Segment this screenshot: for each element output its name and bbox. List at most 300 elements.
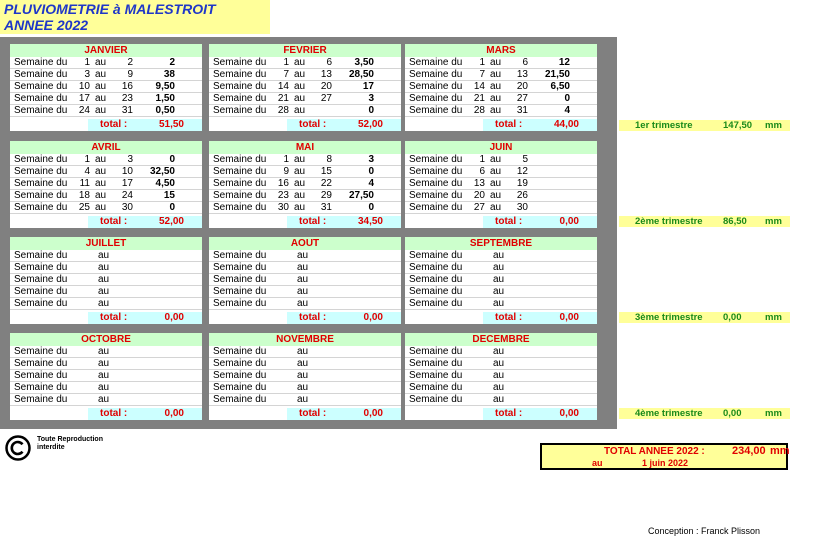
week-au-label: au bbox=[294, 69, 306, 80]
month-total-row bbox=[10, 312, 202, 324]
week-row bbox=[209, 382, 401, 394]
week-au-label: au bbox=[98, 346, 110, 357]
week-row bbox=[209, 154, 401, 166]
week-label: Semaine du bbox=[14, 262, 68, 273]
week-label: Semaine du bbox=[14, 286, 68, 297]
month-name: DECEMBRE bbox=[405, 333, 597, 346]
week-row bbox=[209, 370, 401, 382]
week-au-label: au bbox=[493, 250, 505, 261]
month-total-label: total : bbox=[495, 312, 523, 323]
week-row bbox=[10, 57, 202, 69]
week-start-day: 21 bbox=[473, 93, 485, 104]
week-rainfall-value: 0,50 bbox=[155, 105, 175, 116]
week-end-day: 9 bbox=[127, 69, 133, 80]
month-total-row bbox=[405, 312, 597, 324]
month-name: MARS bbox=[405, 44, 597, 57]
week-label: Semaine du bbox=[14, 370, 68, 381]
year-total-au: au bbox=[592, 458, 603, 468]
week-au-label: au bbox=[294, 178, 306, 189]
week-row bbox=[405, 81, 597, 93]
week-au-label: au bbox=[95, 190, 107, 201]
week-row bbox=[405, 93, 597, 105]
week-row bbox=[209, 93, 401, 105]
week-start-day: 1 bbox=[479, 57, 485, 68]
week-start-day: 17 bbox=[78, 93, 90, 104]
week-label: Semaine du bbox=[409, 105, 463, 116]
week-start-day: 9 bbox=[283, 166, 289, 177]
week-start-day: 14 bbox=[473, 81, 485, 92]
week-au-label: au bbox=[493, 358, 505, 369]
week-label: Semaine du bbox=[14, 274, 68, 285]
week-label: Semaine du bbox=[409, 166, 463, 177]
week-label: Semaine du bbox=[213, 81, 267, 92]
week-au-label: au bbox=[490, 81, 502, 92]
week-row bbox=[405, 69, 597, 81]
week-label: Semaine du bbox=[14, 69, 68, 80]
week-row bbox=[10, 394, 202, 406]
week-end-day: 19 bbox=[516, 178, 528, 189]
quarter-value: 0,00 bbox=[723, 408, 742, 419]
month-card bbox=[10, 237, 202, 324]
week-end-day: 6 bbox=[522, 57, 528, 68]
week-label: Semaine du bbox=[213, 298, 267, 309]
week-row bbox=[10, 81, 202, 93]
week-label: Semaine du bbox=[213, 382, 267, 393]
week-au-label: au bbox=[294, 81, 306, 92]
week-row bbox=[405, 286, 597, 298]
week-start-day: 6 bbox=[479, 166, 485, 177]
week-end-day: 10 bbox=[121, 166, 133, 177]
week-row bbox=[10, 250, 202, 262]
week-rainfall-value: 2 bbox=[169, 57, 175, 68]
week-rainfall-value: 15 bbox=[163, 190, 175, 201]
week-row bbox=[209, 105, 401, 117]
week-rainfall-value: 27,50 bbox=[348, 190, 374, 201]
month-total-value: 0,00 bbox=[164, 408, 184, 419]
week-end-day: 16 bbox=[121, 81, 133, 92]
month-total-label: total : bbox=[299, 312, 327, 323]
week-label: Semaine du bbox=[213, 286, 267, 297]
week-rainfall-value: 9,50 bbox=[155, 81, 175, 92]
week-au-label: au bbox=[490, 166, 502, 177]
week-rainfall-value: 0 bbox=[368, 105, 374, 116]
week-end-day: 5 bbox=[522, 154, 528, 165]
week-rainfall-value: 0 bbox=[368, 166, 374, 177]
month-name: FEVRIER bbox=[209, 44, 401, 57]
week-start-day: 3 bbox=[84, 69, 90, 80]
week-row bbox=[209, 202, 401, 214]
month-total-row bbox=[405, 216, 597, 228]
week-label: Semaine du bbox=[14, 154, 68, 165]
week-start-day: 24 bbox=[78, 105, 90, 116]
month-total-label: total : bbox=[495, 119, 523, 130]
week-row bbox=[10, 190, 202, 202]
week-label: Semaine du bbox=[14, 105, 68, 116]
week-row bbox=[209, 394, 401, 406]
week-au-label: au bbox=[297, 286, 309, 297]
week-start-day: 16 bbox=[277, 178, 289, 189]
week-au-label: au bbox=[490, 190, 502, 201]
week-au-label: au bbox=[493, 298, 505, 309]
week-label: Semaine du bbox=[213, 69, 267, 80]
week-start-day: 30 bbox=[277, 202, 289, 213]
month-total-value: 51,50 bbox=[158, 119, 184, 130]
week-label: Semaine du bbox=[409, 154, 463, 165]
week-label: Semaine du bbox=[409, 346, 463, 357]
month-card bbox=[405, 141, 597, 228]
week-au-label: au bbox=[95, 81, 107, 92]
month-total-label: total : bbox=[495, 408, 523, 419]
week-au-label: au bbox=[490, 105, 502, 116]
week-label: Semaine du bbox=[213, 274, 267, 285]
week-row bbox=[405, 250, 597, 262]
week-row bbox=[209, 274, 401, 286]
week-end-day: 29 bbox=[320, 190, 332, 201]
week-rainfall-value: 17 bbox=[362, 81, 374, 92]
week-au-label: au bbox=[490, 93, 502, 104]
month-total-row bbox=[209, 119, 401, 131]
week-row bbox=[405, 166, 597, 178]
week-au-label: au bbox=[297, 358, 309, 369]
week-end-day: 27 bbox=[320, 93, 332, 104]
month-name: OCTOBRE bbox=[10, 333, 202, 346]
month-name: AVRIL bbox=[10, 141, 202, 154]
week-end-day: 8 bbox=[326, 154, 332, 165]
week-end-day: 13 bbox=[516, 69, 528, 80]
month-total-value: 44,00 bbox=[553, 119, 579, 130]
week-au-label: au bbox=[493, 394, 505, 405]
month-total-row bbox=[209, 312, 401, 324]
month-total-value: 0,00 bbox=[559, 216, 579, 227]
month-total-label: total : bbox=[299, 216, 327, 227]
month-total-value: 52,00 bbox=[158, 216, 184, 227]
year-total-box bbox=[540, 443, 788, 470]
week-label: Semaine du bbox=[409, 382, 463, 393]
week-au-label: au bbox=[95, 69, 107, 80]
week-end-day: 24 bbox=[121, 190, 133, 201]
month-card bbox=[209, 237, 401, 324]
week-row bbox=[405, 57, 597, 69]
week-end-day: 6 bbox=[326, 57, 332, 68]
week-start-day: 18 bbox=[78, 190, 90, 201]
month-total bbox=[287, 408, 401, 420]
week-rainfall-value: 38 bbox=[163, 69, 175, 80]
month-name: MAI bbox=[209, 141, 401, 154]
week-row bbox=[10, 358, 202, 370]
month-total bbox=[88, 216, 202, 228]
month-total-value: 52,00 bbox=[357, 119, 383, 130]
week-label: Semaine du bbox=[409, 69, 463, 80]
month-total-row bbox=[209, 216, 401, 228]
week-label: Semaine du bbox=[14, 298, 68, 309]
week-start-day: 20 bbox=[473, 190, 485, 201]
week-label: Semaine du bbox=[14, 166, 68, 177]
week-au-label: au bbox=[95, 154, 107, 165]
week-au-label: au bbox=[493, 274, 505, 285]
week-rainfall-value: 3 bbox=[368, 93, 374, 104]
month-name: JANVIER bbox=[10, 44, 202, 57]
week-rainfall-value: 0 bbox=[169, 202, 175, 213]
week-label: Semaine du bbox=[14, 358, 68, 369]
week-au-label: au bbox=[95, 202, 107, 213]
week-label: Semaine du bbox=[14, 178, 68, 189]
quarter-value: 0,00 bbox=[723, 312, 742, 323]
week-au-label: au bbox=[95, 57, 107, 68]
week-rainfall-value: 0 bbox=[564, 93, 570, 104]
month-total-row bbox=[10, 216, 202, 228]
week-row bbox=[209, 69, 401, 81]
week-row bbox=[10, 274, 202, 286]
week-start-day: 7 bbox=[479, 69, 485, 80]
week-row bbox=[209, 190, 401, 202]
month-total-value: 0,00 bbox=[559, 408, 579, 419]
month-total bbox=[88, 119, 202, 131]
month-total bbox=[483, 216, 597, 228]
week-start-day: 28 bbox=[473, 105, 485, 116]
week-rainfall-value: 6,50 bbox=[550, 81, 570, 92]
week-label: Semaine du bbox=[409, 190, 463, 201]
week-au-label: au bbox=[98, 286, 110, 297]
week-row bbox=[405, 358, 597, 370]
week-label: Semaine du bbox=[213, 346, 267, 357]
week-au-label: au bbox=[294, 93, 306, 104]
week-row bbox=[10, 370, 202, 382]
week-row bbox=[405, 346, 597, 358]
week-au-label: au bbox=[297, 250, 309, 261]
page-title: PLUVIOMETRIE à MALESTROIT bbox=[4, 1, 216, 17]
week-start-day: 25 bbox=[78, 202, 90, 213]
week-start-day: 21 bbox=[277, 93, 289, 104]
month-name: SEPTEMBRE bbox=[405, 237, 597, 250]
week-start-day: 10 bbox=[78, 81, 90, 92]
week-end-day: 20 bbox=[516, 81, 528, 92]
copyright-icon bbox=[5, 435, 31, 461]
month-total bbox=[483, 408, 597, 420]
week-end-day: 13 bbox=[320, 69, 332, 80]
week-rainfall-value: 3 bbox=[368, 154, 374, 165]
quarter-label: 4ème trimestre bbox=[635, 408, 703, 419]
week-label: Semaine du bbox=[213, 358, 267, 369]
week-au-label: au bbox=[493, 382, 505, 393]
week-row bbox=[405, 154, 597, 166]
month-total-label: total : bbox=[100, 216, 128, 227]
week-au-label: au bbox=[98, 394, 110, 405]
week-au-label: au bbox=[294, 190, 306, 201]
week-row bbox=[10, 105, 202, 117]
week-end-day: 12 bbox=[516, 166, 528, 177]
week-row bbox=[405, 382, 597, 394]
week-label: Semaine du bbox=[213, 166, 267, 177]
week-au-label: au bbox=[294, 57, 306, 68]
week-label: Semaine du bbox=[213, 190, 267, 201]
week-row bbox=[405, 190, 597, 202]
week-label: Semaine du bbox=[213, 250, 267, 261]
week-end-day: 23 bbox=[121, 93, 133, 104]
week-start-day: 1 bbox=[283, 57, 289, 68]
month-card bbox=[10, 141, 202, 228]
year-total-date: 1 juin 2022 bbox=[642, 458, 689, 468]
month-total-value: 0,00 bbox=[164, 312, 184, 323]
week-start-day: 1 bbox=[84, 57, 90, 68]
week-rainfall-value: 28,50 bbox=[348, 69, 374, 80]
week-start-day: 13 bbox=[473, 178, 485, 189]
week-au-label: au bbox=[95, 178, 107, 189]
week-label: Semaine du bbox=[409, 262, 463, 273]
week-rainfall-value: 12 bbox=[558, 57, 570, 68]
week-start-day: 28 bbox=[277, 105, 289, 116]
quarter-row bbox=[619, 216, 790, 227]
week-label: Semaine du bbox=[14, 346, 68, 357]
month-total-value: 0,00 bbox=[363, 408, 383, 419]
week-end-day: 20 bbox=[320, 81, 332, 92]
week-au-label: au bbox=[294, 105, 306, 116]
month-card bbox=[405, 237, 597, 324]
month-total bbox=[287, 312, 401, 324]
week-label: Semaine du bbox=[213, 262, 267, 273]
quarter-row bbox=[619, 120, 790, 131]
week-end-day: 2 bbox=[127, 57, 133, 68]
week-row bbox=[209, 81, 401, 93]
week-label: Semaine du bbox=[409, 394, 463, 405]
week-row bbox=[405, 394, 597, 406]
week-label: Semaine du bbox=[213, 370, 267, 381]
week-start-day: 1 bbox=[479, 154, 485, 165]
week-end-day: 27 bbox=[516, 93, 528, 104]
month-card bbox=[405, 333, 597, 420]
year-total-value: 234,00 bbox=[732, 445, 766, 457]
week-au-label: au bbox=[98, 262, 110, 273]
week-row bbox=[209, 262, 401, 274]
week-label: Semaine du bbox=[409, 298, 463, 309]
week-row bbox=[10, 262, 202, 274]
week-label: Semaine du bbox=[14, 202, 68, 213]
month-total-row bbox=[209, 408, 401, 420]
week-row bbox=[405, 298, 597, 310]
month-total-value: 0,00 bbox=[363, 312, 383, 323]
quarter-value: 86,50 bbox=[723, 216, 747, 227]
week-label: Semaine du bbox=[213, 202, 267, 213]
week-label: Semaine du bbox=[213, 394, 267, 405]
week-row bbox=[10, 286, 202, 298]
week-row bbox=[405, 370, 597, 382]
week-au-label: au bbox=[490, 178, 502, 189]
week-rainfall-value: 32,50 bbox=[149, 166, 175, 177]
week-au-label: au bbox=[493, 370, 505, 381]
week-row bbox=[10, 346, 202, 358]
week-au-label: au bbox=[493, 286, 505, 297]
week-au-label: au bbox=[490, 69, 502, 80]
week-au-label: au bbox=[98, 358, 110, 369]
week-au-label: au bbox=[294, 166, 306, 177]
week-au-label: au bbox=[490, 154, 502, 165]
week-au-label: au bbox=[297, 370, 309, 381]
week-au-label: au bbox=[490, 57, 502, 68]
week-au-label: au bbox=[98, 298, 110, 309]
month-card bbox=[209, 333, 401, 420]
week-label: Semaine du bbox=[409, 358, 463, 369]
week-end-day: 22 bbox=[320, 178, 332, 189]
quarter-label: 2ème trimestre bbox=[635, 216, 703, 227]
page-subtitle: ANNEE 2022 bbox=[4, 17, 89, 33]
week-label: Semaine du bbox=[409, 81, 463, 92]
month-total-label: total : bbox=[299, 119, 327, 130]
quarter-value: 147,50 bbox=[723, 120, 753, 131]
quarter-row bbox=[619, 408, 790, 419]
month-total bbox=[483, 119, 597, 131]
week-end-day: 26 bbox=[516, 190, 528, 201]
week-label: Semaine du bbox=[14, 250, 68, 261]
week-au-label: au bbox=[297, 298, 309, 309]
credit-line: Conception : Franck Plisson bbox=[648, 526, 761, 536]
week-label: Semaine du bbox=[213, 105, 267, 116]
title-block bbox=[0, 0, 270, 34]
week-label: Semaine du bbox=[14, 57, 68, 68]
week-au-label: au bbox=[297, 262, 309, 273]
week-au-label: au bbox=[98, 370, 110, 381]
month-total-value: 0,00 bbox=[559, 312, 579, 323]
month-card bbox=[209, 141, 401, 228]
month-name: JUILLET bbox=[10, 237, 202, 250]
month-name: AOUT bbox=[209, 237, 401, 250]
month-total bbox=[483, 312, 597, 324]
week-au-label: au bbox=[493, 346, 505, 357]
month-total bbox=[88, 312, 202, 324]
week-label: Semaine du bbox=[213, 57, 267, 68]
week-rainfall-value: 4 bbox=[368, 178, 374, 189]
week-label: Semaine du bbox=[409, 286, 463, 297]
week-au-label: au bbox=[98, 274, 110, 285]
month-total-label: total : bbox=[100, 312, 128, 323]
week-label: Semaine du bbox=[14, 382, 68, 393]
week-au-label: au bbox=[490, 202, 502, 213]
week-au-label: au bbox=[294, 154, 306, 165]
week-end-day: 3 bbox=[127, 154, 133, 165]
week-row bbox=[10, 382, 202, 394]
week-start-day: 4 bbox=[84, 166, 90, 177]
month-card bbox=[405, 44, 597, 131]
week-label: Semaine du bbox=[213, 178, 267, 189]
quarter-label: 3ème trimestre bbox=[635, 312, 703, 323]
week-row bbox=[209, 358, 401, 370]
week-row bbox=[209, 286, 401, 298]
week-au-label: au bbox=[95, 93, 107, 104]
month-total-row bbox=[405, 408, 597, 420]
week-row bbox=[10, 178, 202, 190]
copyright-text: Toute Reproduction interdite bbox=[37, 436, 103, 451]
week-row bbox=[10, 202, 202, 214]
week-label: Semaine du bbox=[409, 250, 463, 261]
week-label: Semaine du bbox=[14, 190, 68, 201]
week-start-day: 1 bbox=[84, 154, 90, 165]
week-label: Semaine du bbox=[14, 81, 68, 92]
month-name: NOVEMBRE bbox=[209, 333, 401, 346]
year-total-label: TOTAL ANNEE 2022 : bbox=[604, 446, 705, 457]
week-rainfall-value: 0 bbox=[368, 202, 374, 213]
week-row bbox=[10, 154, 202, 166]
quarter-label: 1er trimestre bbox=[635, 120, 693, 131]
week-au-label: au bbox=[493, 262, 505, 273]
month-total-label: total : bbox=[299, 408, 327, 419]
week-start-day: 23 bbox=[277, 190, 289, 201]
quarter-row bbox=[619, 312, 790, 323]
week-label: Semaine du bbox=[14, 93, 68, 104]
week-end-day: 30 bbox=[121, 202, 133, 213]
week-end-day: 31 bbox=[516, 105, 528, 116]
quarter-unit: mm bbox=[765, 216, 782, 227]
quarter-unit: mm bbox=[765, 408, 782, 419]
week-row bbox=[209, 178, 401, 190]
month-total bbox=[287, 119, 401, 131]
